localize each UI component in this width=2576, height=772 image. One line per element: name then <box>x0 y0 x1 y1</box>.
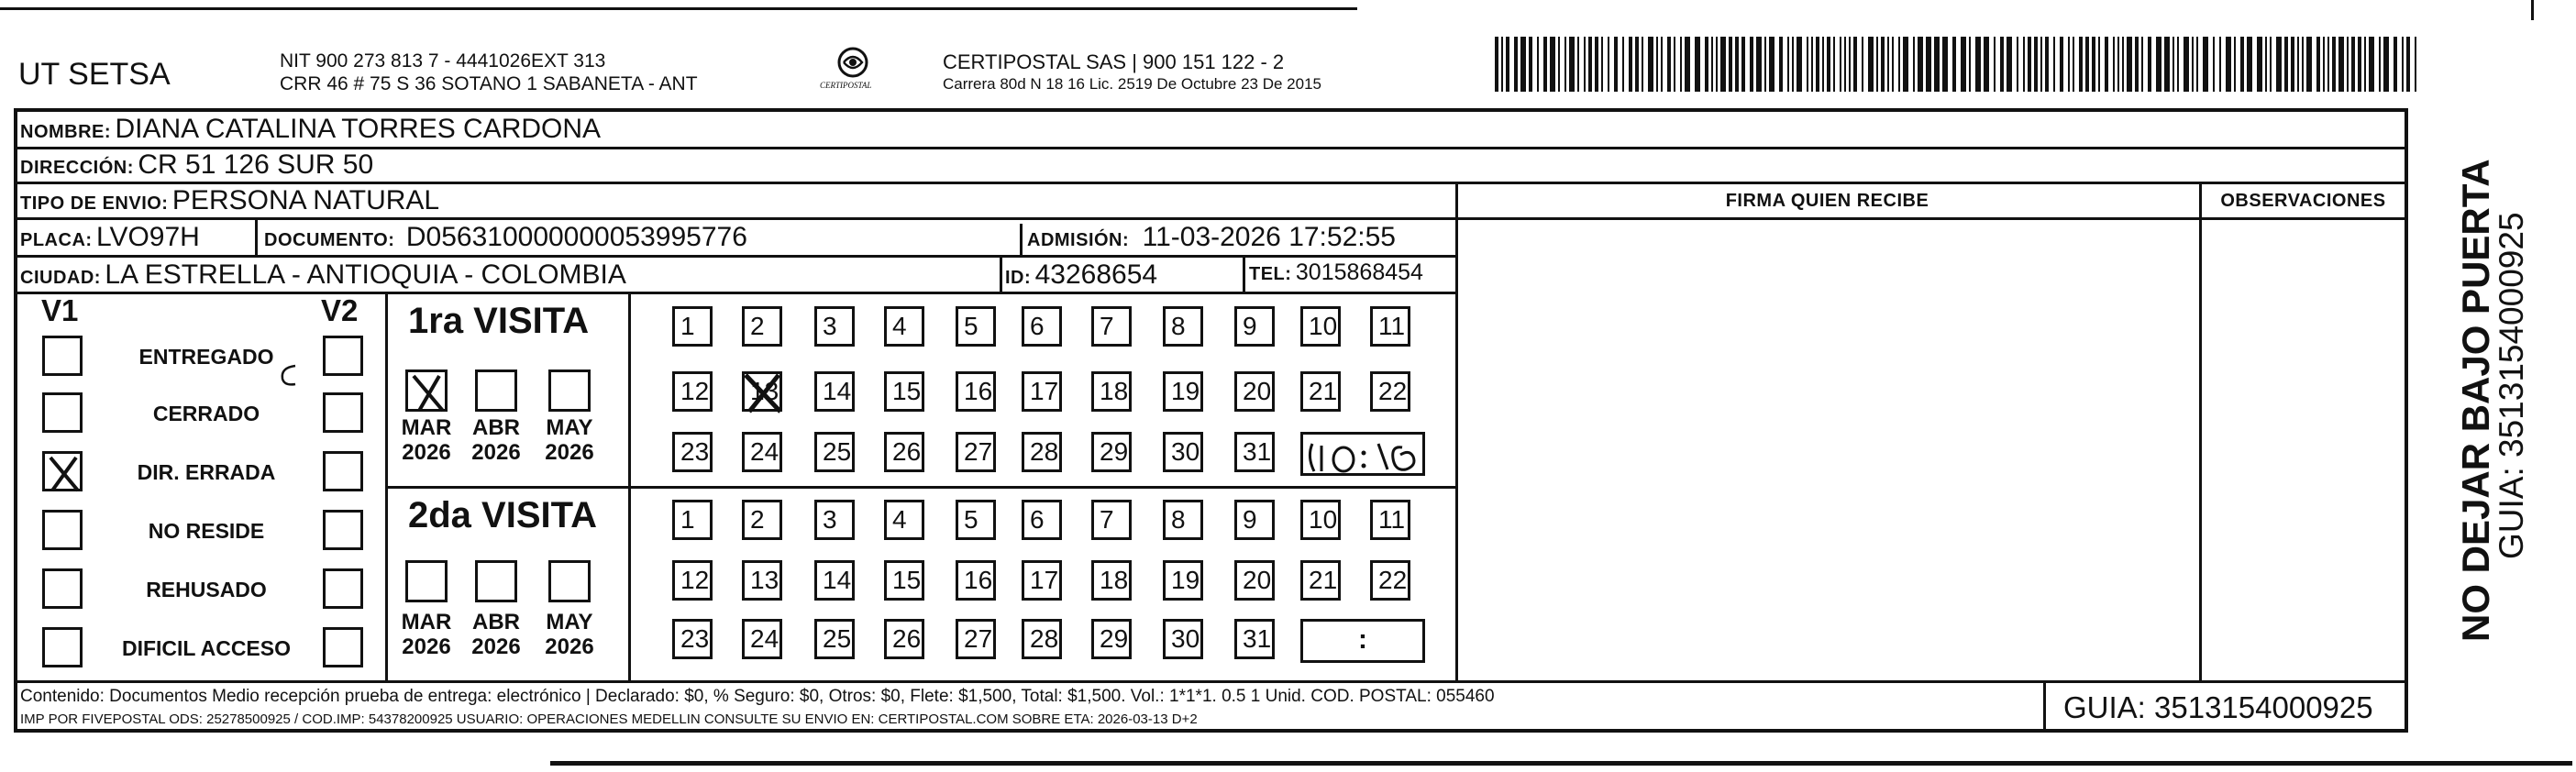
second-visit-time-box[interactable] <box>1300 619 1425 663</box>
firma-header: FIRMA QUIEN RECIBE <box>1725 191 1929 211</box>
address-line: CRR 46 # 75 S 36 SOTANO 1 SABANETA - ANT <box>280 73 698 94</box>
first-visit-day-box[interactable]: 1 <box>672 306 713 347</box>
first-visit-day-box[interactable]: 2 <box>742 306 782 347</box>
ciudad-label: CIUDAD: <box>20 268 101 288</box>
v2-checkbox[interactable] <box>323 627 363 667</box>
row-nombre <box>20 114 601 145</box>
second-visit-day-box[interactable]: 24 <box>742 619 782 659</box>
field-admision <box>1027 222 1396 253</box>
first-visit-day-box[interactable]: 22 <box>1370 371 1410 412</box>
first-visit-day-box[interactable]: 28 <box>1022 432 1062 472</box>
second-visit-month-checkbox[interactable] <box>405 560 448 602</box>
ciudad-value: LA ESTRELLA - ANTIOQUIA - COLOMBIA <box>105 259 626 290</box>
footer-contenido: Contenido: Documentos Medio recepción prueba de entrega: electrónico | Declarado: $0, % Seguro: $0, Otros: $0, Flete: $1,500, Total: $1,500. Vol.: 1*1*1. 0.5 1 Unid. COD. POSTAL: 055460 <box>20 687 1495 706</box>
first-visit-day-box[interactable]: 16 <box>956 371 996 412</box>
first-visit-day-box[interactable]: 17 <box>1022 371 1062 412</box>
second-visit-day-box[interactable]: 1 <box>672 500 713 540</box>
id-value: 43268654 <box>1034 259 1158 290</box>
v1-checkbox[interactable] <box>42 392 83 433</box>
second-visit-day-box[interactable]: 6 <box>1022 500 1062 540</box>
footer-guia: GUIA: 3513154000925 <box>2063 690 2373 724</box>
nit-line: NIT 900 273 813 7 - 4441026EXT 313 <box>280 50 606 72</box>
second-visit-title: 2da VISITA <box>408 495 597 535</box>
month-label <box>394 415 459 465</box>
second-visit-month-checkbox[interactable] <box>475 560 517 602</box>
month-name: MAY <box>546 610 593 634</box>
first-visit-day-box[interactable]: 4 <box>884 306 924 347</box>
second-visit-day-box[interactable]: 16 <box>956 560 996 601</box>
side-guia: GUIA: 3513154000925 <box>2493 212 2530 559</box>
v1-checkbox[interactable] <box>42 510 83 550</box>
first-visit-day-box[interactable]: 12 <box>672 371 713 412</box>
tel-value: 3015868454 <box>1295 259 1423 285</box>
row-tipo <box>20 185 439 216</box>
second-visit-day-box[interactable]: 2 <box>742 500 782 540</box>
second-visit-day-box[interactable]: 20 <box>1234 560 1275 601</box>
tel-label: TEL: <box>1249 264 1292 284</box>
v2-checkbox[interactable] <box>323 568 363 609</box>
first-visit-day-box[interactable]: 9 <box>1234 306 1275 347</box>
month-label <box>394 610 459 659</box>
first-visit-day-box[interactable]: 10 <box>1300 306 1341 347</box>
logo-text: CERTIPOSTAL <box>820 81 872 90</box>
direccion-label: DIRECCIÓN: <box>20 158 134 178</box>
v1-checkbox[interactable] <box>42 336 83 376</box>
handwritten-time <box>1303 435 1428 479</box>
first-visit-day-box[interactable]: 6 <box>1022 306 1062 347</box>
second-visit-day-box[interactable]: 4 <box>884 500 924 540</box>
status-label: DIFICIL ACCESO <box>121 636 291 660</box>
admision-label: ADMISIÓN: <box>1027 230 1130 250</box>
month-label <box>537 610 602 659</box>
company-name: UT SETSA <box>18 57 171 92</box>
row-ciudad <box>20 259 626 291</box>
id-label: ID: <box>1005 268 1032 288</box>
nombre-label: NOMBRE: <box>20 122 112 142</box>
documento-value: D056310000000053995776 <box>405 222 747 252</box>
row-direccion <box>20 149 373 181</box>
license-line: Carrera 80d N 18 16 Lic. 2519 De Octubre 23 De 2015 <box>943 75 1321 93</box>
v2-checkbox[interactable] <box>323 336 363 376</box>
month-name: ABR <box>472 415 520 440</box>
v1-checkbox[interactable] <box>42 568 83 609</box>
v1-checkbox[interactable] <box>42 451 83 491</box>
second-visit-day-box[interactable]: 13 <box>742 560 782 601</box>
second-visit-day-box[interactable]: 19 <box>1163 560 1203 601</box>
status-label: REHUSADO <box>146 578 267 601</box>
observaciones-header: OBSERVACIONES <box>2220 191 2386 211</box>
second-visit-day-box[interactable]: 7 <box>1091 500 1132 540</box>
first-visit-day-box[interactable]: 25 <box>814 432 855 472</box>
second-visit-day-box[interactable]: 8 <box>1163 500 1203 540</box>
month-label <box>464 415 528 465</box>
first-visit-day-box[interactable]: 21 <box>1300 371 1341 412</box>
second-visit-day-box[interactable]: 27 <box>956 619 996 659</box>
v2-checkbox[interactable] <box>323 451 363 491</box>
x-mark-icon <box>408 372 450 414</box>
month-year: 2026 <box>402 440 451 465</box>
first-visit-day-box[interactable]: 15 <box>884 371 924 412</box>
first-visit-day-box[interactable]: 30 <box>1163 432 1203 472</box>
first-visit-day-box[interactable]: 3 <box>814 306 855 347</box>
first-visit-day-box[interactable]: 31 <box>1234 432 1275 472</box>
status-label: DIR. ERRADA <box>137 460 276 484</box>
first-visit-title: 1ra VISITA <box>408 301 590 341</box>
v2-checkbox[interactable] <box>323 510 363 550</box>
second-visit-day-box[interactable]: 17 <box>1022 560 1062 601</box>
second-visit-day-box[interactable]: 9 <box>1234 500 1275 540</box>
barcode <box>1495 37 2421 92</box>
row-placa <box>20 222 200 253</box>
second-visit-day-box[interactable]: 29 <box>1091 619 1132 659</box>
first-visit-time-box[interactable] <box>1300 432 1425 476</box>
first-visit-day-box[interactable]: 13 <box>742 371 782 412</box>
first-visit-month-checkbox[interactable] <box>475 369 517 412</box>
first-visit-day-box[interactable]: 29 <box>1091 432 1132 472</box>
handwritten-mark <box>275 362 303 390</box>
documento-label: DOCUMENTO: <box>264 230 395 250</box>
second-visit-day-box[interactable]: 18 <box>1091 560 1132 601</box>
first-visit-day-box[interactable]: 23 <box>672 432 713 472</box>
month-year: 2026 <box>545 634 594 659</box>
certipostal-line: CERTIPOSTAL SAS | 900 151 122 - 2 <box>943 50 1285 73</box>
second-visit-day-box[interactable]: 26 <box>884 619 924 659</box>
month-year: 2026 <box>402 634 451 659</box>
second-visit-day-box[interactable]: 23 <box>672 619 713 659</box>
tipo-value: PERSONA NATURAL <box>171 185 440 215</box>
first-visit-day-box[interactable]: 14 <box>814 371 855 412</box>
direccion-value: CR 51 126 SUR 50 <box>138 149 374 180</box>
second-visit-day-box[interactable]: 28 <box>1022 619 1062 659</box>
second-visit-day-box[interactable]: 5 <box>956 500 996 540</box>
first-visit-day-box[interactable]: 26 <box>884 432 924 472</box>
certipostal-logo <box>816 44 890 99</box>
field-documento <box>264 222 747 253</box>
first-visit-day-box[interactable]: 24 <box>742 432 782 472</box>
second-visit-day-box[interactable]: 21 <box>1300 560 1341 601</box>
v2-label: V2 <box>321 293 359 327</box>
first-visit-day-box[interactable]: 8 <box>1163 306 1203 347</box>
placa-value: LVO97H <box>96 222 200 252</box>
footer-imp: IMP POR FIVEPOSTAL ODS: 25278500925 / COD.IMP: 54378200925 USUARIO: OPERACIONES MEDELLIN CONSULTE SU ENVIO EN: CERTIPOSTAL.COM SOBRE ETA: 2026-03-13 D+2 <box>20 711 1198 727</box>
v1-checkbox[interactable] <box>42 627 83 667</box>
second-visit-day-box[interactable]: 25 <box>814 619 855 659</box>
month-name: MAY <box>546 415 593 440</box>
month-year: 2026 <box>471 440 521 465</box>
first-visit-day-box[interactable]: 7 <box>1091 306 1132 347</box>
first-visit-day-box[interactable]: 5 <box>956 306 996 347</box>
status-label: NO RESIDE <box>148 519 265 543</box>
month-name: MAR <box>401 415 452 440</box>
second-visit-day-box[interactable]: 10 <box>1300 500 1341 540</box>
first-visit-day-box[interactable]: 19 <box>1163 371 1203 412</box>
month-label <box>464 610 528 659</box>
second-visit-day-box[interactable]: 11 <box>1370 500 1410 540</box>
month-label <box>537 415 602 465</box>
field-id <box>1005 259 1157 291</box>
first-visit-day-box[interactable]: 11 <box>1370 306 1410 347</box>
x-mark-icon <box>45 454 85 494</box>
second-visit-month-checkbox[interactable] <box>548 560 591 602</box>
second-visit-day-box[interactable]: 22 <box>1370 560 1410 601</box>
second-visit-day-box[interactable]: 12 <box>672 560 713 601</box>
second-visit-day-box[interactable]: 14 <box>814 560 855 601</box>
v1-label: V1 <box>41 293 79 327</box>
field-tel <box>1249 259 1423 286</box>
month-year: 2026 <box>545 440 594 465</box>
placa-label: PLACA: <box>20 230 93 250</box>
month-name: ABR <box>472 610 520 634</box>
second-visit-day-box[interactable]: 3 <box>814 500 855 540</box>
admision-value: 11-03-2026 17:52:55 <box>1142 222 1396 252</box>
second-visit-time: : <box>1358 624 1367 655</box>
month-year: 2026 <box>471 634 521 659</box>
status-label: CERRADO <box>152 402 260 425</box>
first-visit-day-box[interactable]: 18 <box>1091 371 1132 412</box>
status-label: ENTREGADO <box>138 345 274 369</box>
second-visit-day-box[interactable]: 30 <box>1163 619 1203 659</box>
side-no-dejar: NO DEJAR BAJO PUERTA <box>2454 159 2497 642</box>
second-visit-day-box[interactable]: 31 <box>1234 619 1275 659</box>
first-visit-month-checkbox[interactable] <box>548 369 591 412</box>
first-visit-day-box[interactable]: 20 <box>1234 371 1275 412</box>
tipo-label: TIPO DE ENVIO: <box>20 193 169 214</box>
first-visit-day-box[interactable]: 27 <box>956 432 996 472</box>
nombre-value: DIANA CATALINA TORRES CARDONA <box>115 114 602 144</box>
v2-checkbox[interactable] <box>323 392 363 433</box>
month-name: MAR <box>401 610 452 634</box>
first-visit-month-checkbox[interactable] <box>405 369 448 412</box>
second-visit-day-box[interactable]: 15 <box>884 560 924 601</box>
